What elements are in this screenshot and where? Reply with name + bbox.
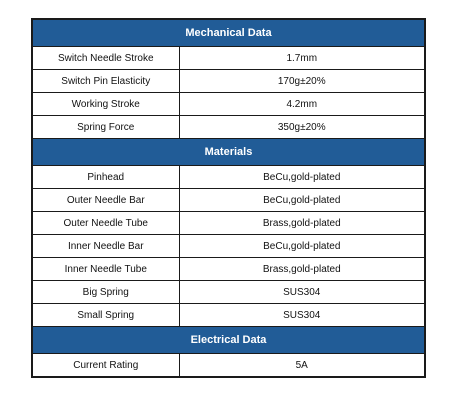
section-header-materials: [32, 139, 425, 166]
table-row: [32, 47, 425, 70]
row-value: 1.7mm: [179, 47, 425, 70]
table-row: [32, 70, 425, 93]
table-row: [32, 212, 425, 235]
row-label: Spring Force: [32, 116, 179, 139]
row-value: Brass,gold-plated: [179, 212, 425, 235]
row-label: Pinhead: [32, 166, 179, 189]
section-header-electrical: [32, 327, 425, 354]
row-value: BeCu,gold-plated: [179, 189, 425, 212]
row-label: Big Spring: [32, 281, 179, 304]
table-row: [32, 258, 425, 281]
table-row: [32, 93, 425, 116]
table-row: [32, 354, 425, 378]
row-label: Switch Needle Stroke: [32, 47, 179, 70]
section-title: Electrical Data: [32, 327, 425, 354]
table-row: [32, 189, 425, 212]
row-value: 170g±20%: [179, 70, 425, 93]
row-label: Inner Needle Tube: [32, 258, 179, 281]
table-row: [32, 281, 425, 304]
row-label: Current Rating: [32, 354, 179, 378]
table-row: [32, 235, 425, 258]
section-header-mechanical: [32, 19, 425, 47]
row-value: Brass,gold-plated: [179, 258, 425, 281]
row-label: Outer Needle Tube: [32, 212, 179, 235]
spec-table: [31, 18, 426, 378]
row-label: Switch Pin Elasticity: [32, 70, 179, 93]
row-value: BeCu,gold-plated: [179, 235, 425, 258]
table-row: [32, 166, 425, 189]
row-value: BeCu,gold-plated: [179, 166, 425, 189]
row-label: Outer Needle Bar: [32, 189, 179, 212]
row-value: 5A: [179, 354, 425, 378]
row-label: Working Stroke: [32, 93, 179, 116]
table-row: [32, 116, 425, 139]
table-row: [32, 304, 425, 327]
row-value: 4.2mm: [179, 93, 425, 116]
row-value: 350g±20%: [179, 116, 425, 139]
row-value: SUS304: [179, 304, 425, 327]
section-title: Materials: [32, 139, 425, 166]
row-value: SUS304: [179, 281, 425, 304]
row-label: Inner Needle Bar: [32, 235, 179, 258]
section-title: Mechanical Data: [32, 19, 425, 47]
row-label: Small Spring: [32, 304, 179, 327]
